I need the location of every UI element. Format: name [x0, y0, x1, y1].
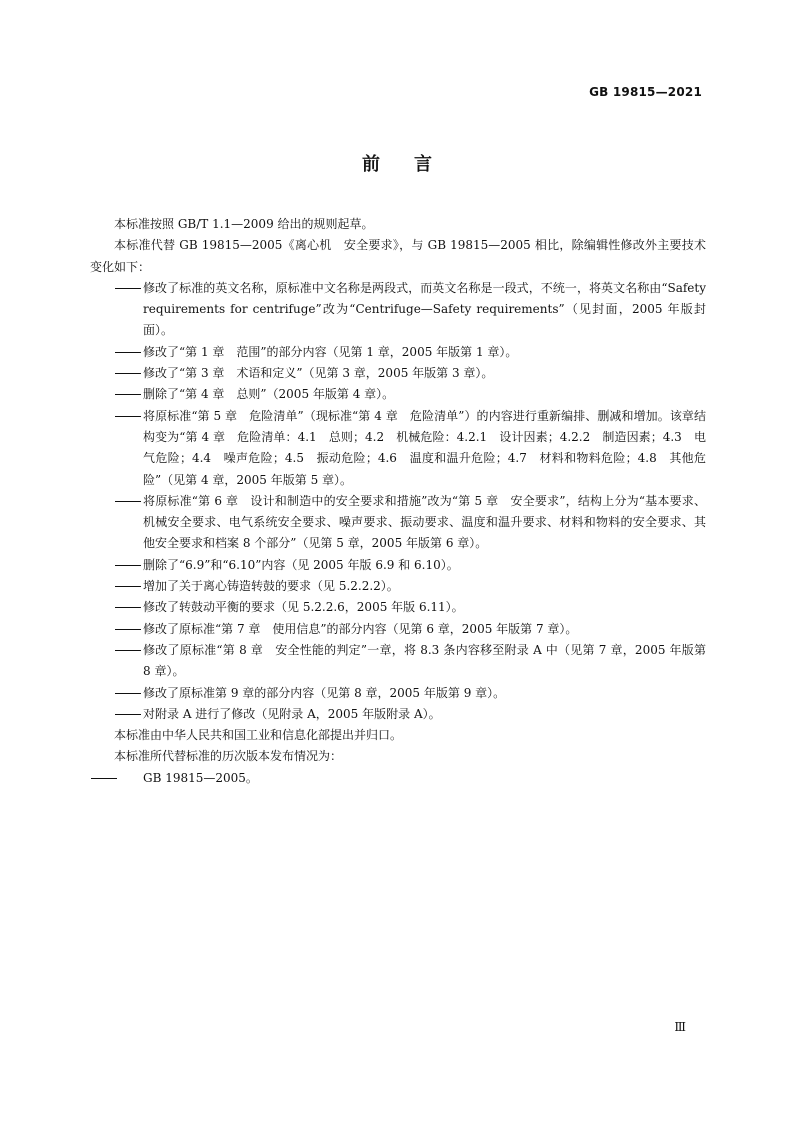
list-item-text: 将原标准“第 6 章 设计和制造中的安全要求和措施”改为“第 5 章 安全要求”，结构上分为“基本要求、机械安全要求、电气系统安全要求、噪声要求、振动要求、温度和温升要求、材料和物料的安全要求、其他安全要求和档案 8 个部分”（见第 5 章，2005 年版第 6 章）。 [143, 493, 706, 551]
changes-list [90, 278, 706, 725]
list-item-text: 修改了原标准“第 7 章 使用信息”的部分内容（见第 6 章，2005 年版第 7 章）。 [143, 621, 578, 636]
list-item-text: 修改了原标准“第 8 章 安全性能的判定”一章，将 8.3 条内容移至附录 A 中（见第 7 章，2005 年版第 8 章）。 [143, 642, 706, 679]
list-item [90, 704, 706, 725]
paragraph-history-intro: 本标准所代替标准的历次版本发布情况为： [114, 749, 343, 764]
list-item [90, 555, 706, 576]
list-item-text: 修改了“第 3 章 术语和定义”（见第 3 章，2005 年版第 3 章）。 [143, 366, 494, 381]
list-item-text: 删除了“6.9”和“6.10”内容（见 2005 年版 6.9 和 6.10）。 [143, 557, 459, 572]
list-item [90, 363, 706, 384]
list-item [90, 683, 706, 704]
list-item-text: 对附录 A 进行了修改（见附录 A，2005 年版附录 A）。 [143, 706, 441, 721]
list-item [90, 576, 706, 597]
list-item-text: 修改了“第 1 章 范围”的部分内容（见第 1 章，2005 年版第 1 章）。 [143, 344, 518, 359]
list-item [90, 640, 706, 683]
foreword-body [90, 214, 706, 789]
list-item-text: 删除了“第 4 章 总则”（2005 年版第 4 章）。 [143, 387, 395, 402]
page-number: Ⅲ [674, 1020, 686, 1034]
paragraph-drafting-rules: 本标准按照 GB/T 1.1—2009 给出的规则起草。 [114, 217, 374, 231]
list-item [90, 597, 706, 618]
list-item-text: 修改了原标准第 9 章的部分内容（见第 8 章，2005 年版第 9 章）。 [143, 685, 506, 700]
list-item [90, 491, 706, 555]
paragraph-replaces: 本标准代替 GB 19815—2005《离心机 安全要求》，与 GB 19815—2005 相比，除编辑性修改外主要技术变化如下： [90, 238, 706, 274]
list-item [90, 406, 706, 491]
list-item [90, 384, 706, 405]
list-item [90, 768, 706, 789]
list-item [90, 278, 706, 342]
list-item-text: GB 19815—2005。 [143, 770, 258, 785]
list-item-text: 增加了关于离心铸造转鼓的要求（见 5.2.2.2）。 [143, 579, 399, 594]
list-item-text: 将原标准“第 5 章 危险清单”（现标准“第 4 章 危险清单”）的内容进行重新编排、删减和增加。该章结构变为“第 4 章 危险清单：4.1 总则；4.2 机械危险：4.2.1 设计因素；4.2.2 制造因素；4.3 电气危险；4.4 噪声危险；4.5 振动危险；4.6 温度和温升危险；4.7 材料和物料危险；4.8 其他危险”（见第 4 章，2005 年版第 5 章）。 [143, 408, 706, 487]
list-item [90, 342, 706, 363]
list-item-text: 修改了转鼓动平衡的要求（见 5.2.2.6，2005 年版 6.11）。 [143, 600, 464, 615]
list-item-text: 修改了标准的英文名称，原标准中文名称是两段式，而英文名称是一段式，不统一，将英文名称由“Safety requirements for centrifuge”改为“Centrifuge—Safety requirements”（见封面，2005 年版封面）。 [143, 280, 706, 338]
paragraph-proposer: 本标准由中华人民共和国工业和信息化部提出并归口。 [114, 728, 403, 743]
standard-code: GB 19815—2021 [589, 85, 702, 99]
history-list [90, 768, 706, 789]
list-item [90, 619, 706, 640]
page-title: 前言 [362, 154, 466, 175]
